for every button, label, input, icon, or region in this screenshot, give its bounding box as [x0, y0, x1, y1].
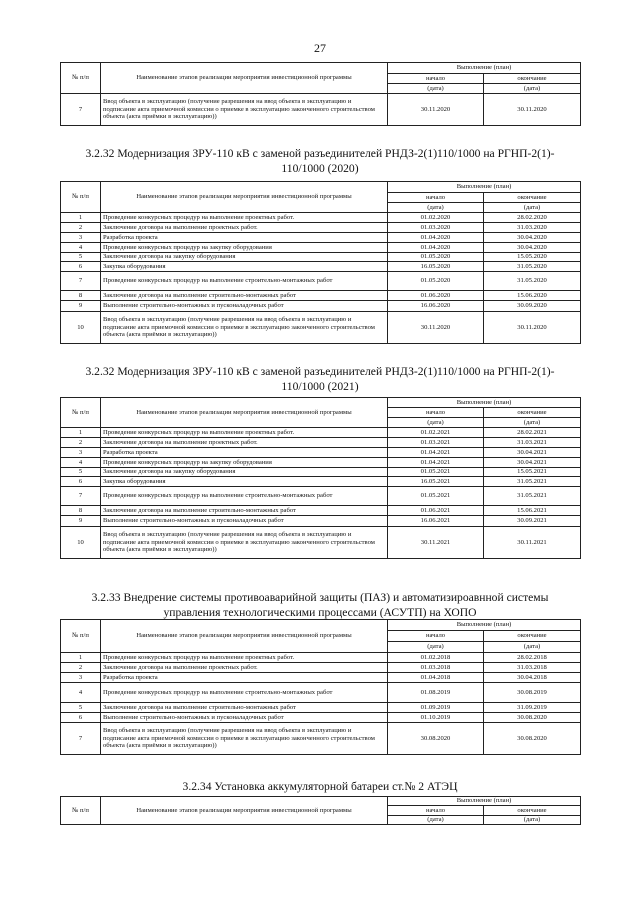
start-date: 16.06.2020: [388, 301, 484, 312]
table-row: [61, 527, 581, 559]
page-number: 27: [314, 41, 326, 55]
header-unit: (дата): [388, 203, 484, 213]
row-number: 7: [61, 272, 101, 291]
end-date: 31.03.2020: [484, 223, 581, 233]
header-start: начало: [388, 631, 484, 642]
table-row: [61, 703, 581, 713]
row-number: 4: [61, 243, 101, 253]
header-num: № п/п: [61, 182, 101, 213]
stage-name: Выполнение строительно-монтажных и пусконаладочных работ: [101, 301, 388, 312]
start-date: 01.04.2020: [388, 243, 484, 253]
header-unit: (дата): [484, 642, 581, 653]
start-date: 01.05.2021: [388, 468, 484, 477]
start-date: 01.10.2019: [388, 713, 484, 723]
end-date: 30.04.2021: [484, 448, 581, 458]
start-date: 16.05.2021: [388, 477, 484, 487]
end-date: 30.11.2021: [484, 527, 581, 559]
header-unit: (дата): [388, 816, 484, 825]
start-date: 01.02.2018: [388, 653, 484, 663]
schedule-table: [60, 397, 581, 559]
start-date: 01.05.2020: [388, 253, 484, 262]
end-date: 30.09.2020: [484, 301, 581, 312]
stage-name: Заключение договора на выполнение строительно-монтажных работ: [101, 703, 388, 713]
row-number: 7: [61, 487, 101, 506]
stage-name: Разработка проекта: [101, 448, 388, 458]
header-start: начало: [388, 193, 484, 203]
start-date: 01.09.2019: [388, 703, 484, 713]
row-number: 4: [61, 458, 101, 468]
stage-name: Выполнение строительно-монтажных и пусконаладочных работ: [101, 713, 388, 723]
start-date: 16.05.2020: [388, 262, 484, 272]
end-date: 30.11.2020: [484, 312, 581, 344]
header-start: начало: [388, 74, 484, 84]
start-date: 01.05.2020: [388, 272, 484, 291]
table-row: [61, 223, 581, 233]
table-row: [61, 213, 581, 223]
schedule-table: [60, 181, 581, 344]
row-number: 1: [61, 653, 101, 663]
section-title-line: управления технологическими процессами (АСУТП) на ХОПО: [163, 606, 477, 619]
start-date: 30.11.2021: [388, 527, 484, 559]
header-unit: (дата): [484, 418, 581, 428]
table-row: [61, 506, 581, 516]
row-number: 2: [61, 223, 101, 233]
row-number: 8: [61, 506, 101, 516]
stage-name: Ввод объекта в эксплуатацию (получение разрешения на ввод объекта в эксплуатацию и подписание акта приемочной комиссии о приемке в эксплуатацию законченного строительством объекта (акта приёмки в эксплуатацию)): [101, 312, 388, 344]
start-date: 30.08.2020: [388, 723, 484, 755]
stage-name: Заключение договора на выполнение проектных работ.: [101, 223, 388, 233]
start-date: 01.05.2021: [388, 487, 484, 506]
row-number: 9: [61, 301, 101, 312]
table-row: [61, 438, 581, 448]
start-date: 01.03.2021: [388, 438, 484, 448]
header-end: окончание: [484, 193, 581, 203]
start-date: 01.02.2021: [388, 428, 484, 438]
table-row: [61, 663, 581, 673]
section-title-line: 3.2.33 Внедрение системы противоаварийной защиты (ПАЗ) и автоматизироавнной системы: [91, 591, 549, 604]
start-date: 30.11.2020: [388, 312, 484, 344]
section-title-line: 3.2.32 Модернизация ЗРУ-110 кВ с заменой разъединителей РНДЗ-2(1)110/1000 на РГНП-2(1)-: [85, 147, 555, 160]
header-num: № п/п: [61, 63, 101, 94]
row-number: 5: [61, 703, 101, 713]
header-unit: (дата): [388, 642, 484, 653]
start-date: 01.08.2019: [388, 683, 484, 703]
table-header-row: [61, 398, 581, 408]
table-header-row: [61, 63, 581, 74]
start-date: 01.04.2021: [388, 458, 484, 468]
row-number: 7: [61, 723, 101, 755]
stage-name: Проведение конкурсных процедур на выполнение проектных работ.: [101, 213, 388, 223]
section-title: [60, 364, 580, 394]
stage-name: Разработка проекта: [101, 233, 388, 243]
section-title-line: 110/1000 (2021): [281, 380, 359, 393]
table-row: [61, 312, 581, 344]
section-title-line: 3.2.34 Установка аккумуляторной батареи ст.№ 2 АТЭЦ: [182, 780, 458, 793]
header-exec: Выполнение (план): [388, 797, 581, 806]
table-header-row: [61, 182, 581, 193]
header-exec: Выполнение (план): [388, 398, 581, 408]
table-row: [61, 291, 581, 301]
table-row: [61, 262, 581, 272]
header-unit: (дата): [388, 418, 484, 428]
stage-name: Выполнение строительно-монтажных и пусконаладочных работ: [101, 516, 388, 527]
header-exec: Выполнение (план): [388, 63, 581, 74]
table-row: [61, 233, 581, 243]
table-row: [61, 253, 581, 262]
stage-name: Проведение конкурсных процедур на выполнение проектных работ.: [101, 653, 388, 663]
header-start: начало: [388, 408, 484, 418]
start-date: 01.02.2020: [388, 213, 484, 223]
row-number: 1: [61, 428, 101, 438]
start-date: 16.06.2021: [388, 516, 484, 527]
end-date: 28.02.2020: [484, 213, 581, 223]
end-date: 31.03.2021: [484, 438, 581, 448]
row-number: 8: [61, 291, 101, 301]
stage-name: Ввод объекта в эксплуатацию (получение разрешения на ввод объекта в эксплуатацию и подписание акта приемочной комиссии о приемке в эксплуатацию законченного строительством объекта (акта приёмки в эксплуатацию)): [101, 94, 388, 126]
header-name: Наименование этапов реализации мероприятия инвестиционной программы: [101, 620, 388, 653]
header-name: Наименование этапов реализации мероприятия инвестиционной программы: [101, 398, 388, 428]
header-end: окончание: [484, 806, 581, 816]
header-num: № п/п: [61, 398, 101, 428]
stage-name: Заключение договора на выполнение строительно-монтажных работ: [101, 291, 388, 301]
end-date: 31.05.2021: [484, 477, 581, 487]
row-number: 1: [61, 213, 101, 223]
start-date: 30.11.2020: [388, 94, 484, 126]
header-name: Наименование этапов реализации мероприятия инвестиционной программы: [101, 182, 388, 213]
header-end: окончание: [484, 631, 581, 642]
end-date: 31.09.2019: [484, 703, 581, 713]
table-row: [61, 653, 581, 663]
row-number: 5: [61, 468, 101, 477]
end-date: 31.03.2018: [484, 663, 581, 673]
stage-name: Проведение конкурсных процедур на закупку оборудования: [101, 243, 388, 253]
header-exec: Выполнение (план): [388, 182, 581, 193]
table-row: [61, 272, 581, 291]
header-unit: (дата): [484, 84, 581, 94]
stage-name: Заключение договора на закупку оборудования: [101, 253, 388, 262]
stage-name: Закупка оборудования: [101, 477, 388, 487]
stage-name: Закупка оборудования: [101, 262, 388, 272]
end-date: 31.05.2020: [484, 262, 581, 272]
row-number: 10: [61, 312, 101, 344]
table-row: [61, 477, 581, 487]
row-number: 6: [61, 713, 101, 723]
stage-name: Ввод объекта в эксплуатацию (получение разрешения на ввод объекта в эксплуатацию и подписание акта приемочной комиссии о приемке в эксплуатацию законченного строительством объекта (акта приёмки в эксплуатацию)): [101, 527, 388, 559]
schedule-table: [60, 796, 581, 825]
stage-name: Проведение конкурсных процедур на выполнение строительно-монтажных работ: [101, 487, 388, 506]
table-row: [61, 428, 581, 438]
header-unit: (дата): [484, 816, 581, 825]
end-date: 30.04.2018: [484, 673, 581, 683]
row-number: 3: [61, 448, 101, 458]
end-date: 15.06.2021: [484, 506, 581, 516]
header-unit: (дата): [388, 84, 484, 94]
start-date: 01.03.2018: [388, 663, 484, 673]
end-date: 30.08.2020: [484, 723, 581, 755]
header-start: начало: [388, 806, 484, 816]
header-end: окончание: [484, 74, 581, 84]
header-exec: Выполнение (план): [388, 620, 581, 631]
header-unit: (дата): [484, 203, 581, 213]
header-name: Наименование этапов реализации мероприятия инвестиционной программы: [101, 797, 388, 825]
section-title: [60, 146, 580, 176]
section-title-line: 110/1000 (2020): [281, 162, 359, 175]
table-header-row: [61, 797, 581, 806]
end-date: 15.06.2020: [484, 291, 581, 301]
table-row: [61, 683, 581, 703]
section-title-line: 3.2.32 Модернизация ЗРУ-110 кВ с заменой разъединителей РНДЗ-2(1)110/1000 на РГНП-2(1)-: [85, 365, 555, 378]
stage-name: Заключение договора на закупку оборудования: [101, 468, 388, 477]
end-date: 30.08.2020: [484, 713, 581, 723]
table-row: [61, 487, 581, 506]
row-number: 7: [61, 94, 101, 126]
end-date: 31.05.2020: [484, 272, 581, 291]
row-number: 4: [61, 683, 101, 703]
section-title: [60, 779, 580, 794]
stage-name: Заключение договора на выполнение строительно-монтажных работ: [101, 506, 388, 516]
table-row: [61, 713, 581, 723]
stage-name: Проведение конкурсных процедур на закупку оборудования: [101, 458, 388, 468]
table-row: [61, 301, 581, 312]
stage-name: Заключение договора на выполнение проектных работ.: [101, 663, 388, 673]
table-row: [61, 458, 581, 468]
start-date: 01.04.2021: [388, 448, 484, 458]
row-number: 6: [61, 262, 101, 272]
start-date: 01.06.2021: [388, 506, 484, 516]
table-row: [61, 243, 581, 253]
stage-name: Разработка проекта: [101, 673, 388, 683]
row-number: 2: [61, 438, 101, 448]
header-num: № п/п: [61, 797, 101, 825]
row-number: 9: [61, 516, 101, 527]
table-row: [61, 94, 581, 126]
table-row: [61, 516, 581, 527]
start-date: 01.03.2020: [388, 223, 484, 233]
header-end: окончание: [484, 408, 581, 418]
stage-name: Заключение договора на выполнение проектных работ.: [101, 438, 388, 448]
end-date: 30.08.2019: [484, 683, 581, 703]
start-date: 01.06.2020: [388, 291, 484, 301]
end-date: 28.02.2018: [484, 653, 581, 663]
stage-name: Проведение конкурсных процедур на выполнение строительно-монтажных работ: [101, 272, 388, 291]
end-date: 31.05.2021: [484, 487, 581, 506]
row-number: 3: [61, 673, 101, 683]
end-date: 15.05.2020: [484, 253, 581, 262]
row-number: 2: [61, 663, 101, 673]
table-row: [61, 468, 581, 477]
stage-name: Проведение конкурсных процедур на выполнение проектных работ.: [101, 428, 388, 438]
schedule-table: [60, 619, 581, 755]
row-number: 5: [61, 253, 101, 262]
end-date: 30.04.2021: [484, 458, 581, 468]
end-date: 15.05.2021: [484, 468, 581, 477]
stage-name: Ввод объекта в эксплуатацию (получение разрешения на ввод объекта в эксплуатацию и подписание акта приемочной комиссии о приемке в эксплуатацию законченного строительством объекта (акта приёмки в эксплуатацию)): [101, 723, 388, 755]
header-name: Наименование этапов реализации мероприятия инвестиционной программы: [101, 63, 388, 94]
end-date: 30.04.2020: [484, 243, 581, 253]
table-row: [61, 673, 581, 683]
end-date: 30.09.2021: [484, 516, 581, 527]
schedule-table: [60, 62, 581, 126]
table-header-row: [61, 620, 581, 631]
row-number: 3: [61, 233, 101, 243]
end-date: 30.04.2020: [484, 233, 581, 243]
row-number: 6: [61, 477, 101, 487]
header-num: № п/п: [61, 620, 101, 653]
stage-name: Проведение конкурсных процедур на выполнение строительно-монтажных работ: [101, 683, 388, 703]
start-date: 01.04.2018: [388, 673, 484, 683]
start-date: 01.04.2020: [388, 233, 484, 243]
section-title: [60, 590, 580, 620]
table-row: [61, 448, 581, 458]
row-number: 10: [61, 527, 101, 559]
end-date: 30.11.2020: [484, 94, 581, 126]
table-row: [61, 723, 581, 755]
end-date: 28.02.2021: [484, 428, 581, 438]
